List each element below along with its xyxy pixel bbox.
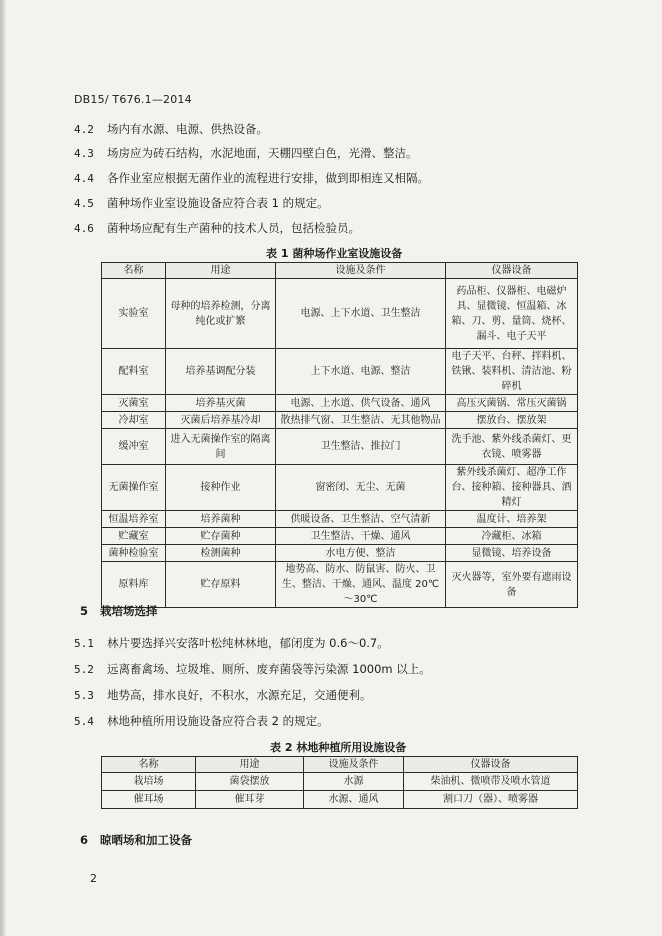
table1-header-facility: 设施及条件: [276, 263, 446, 279]
table-row: [102, 395, 578, 412]
table-cell-use: 培养基调配分装: [166, 349, 276, 395]
table-cell-use: 贮存原料: [166, 562, 276, 608]
scan-edge: [0, 0, 6, 936]
standard-code: DB15/ T676.1—2014: [74, 93, 192, 106]
table2-caption: 表 2 林地种植所用设施设备: [270, 741, 407, 754]
table-cell-facility: 水源、通风: [304, 791, 404, 809]
table-cell-equipment: 高压灭菌锅、常压灭菌锅: [446, 395, 578, 412]
table-cell-facility: 供暖设备、卫生整洁、空气清新: [276, 511, 446, 528]
clause-5-2: 5.2 远离畜禽场、垃圾堆、厕所、废弃菌袋等污染源 1000m 以上。: [74, 662, 431, 676]
table-cell-equipment: 药品柜、仪器柜、电磁炉具、显微镜、恒温箱、冰箱、刀、剪、量筒、烧杯、漏斗、电子天平: [446, 279, 578, 349]
table1-caption: 表 1 菌种场作业室设施设备: [266, 247, 403, 260]
table-cell-facility: 水源: [304, 773, 404, 791]
table1: [101, 262, 578, 608]
table-row: [102, 465, 578, 511]
table-row: [102, 791, 578, 809]
table-cell-equipment: 紫外线杀菌灯、超净工作台、接种箱、接种器具、酒精灯: [446, 465, 578, 511]
clause-4-4: 4.4 各作业室应根据无菌作业的流程进行安排，做到即相连又相隔。: [74, 171, 429, 185]
table-cell-facility: 上下水道、电源、整洁: [276, 349, 446, 395]
clause-4-3: 4.3 场房应为砖石结构，水泥地面，天棚四壁白色，光滑、整洁。: [74, 146, 418, 160]
table-cell-facility: 散热排气窗、卫生整洁、无其他物品: [276, 412, 446, 429]
table2-header-name: 名称: [102, 757, 196, 773]
table-row: [102, 412, 578, 429]
table-cell-use: 催耳芽: [196, 791, 304, 809]
table-row: [102, 511, 578, 528]
table-cell-equipment: 割口刀（器）、喷雾器: [404, 791, 578, 809]
table-cell-name: 菌种检验室: [102, 545, 166, 562]
table-cell-equipment: 温度计、培养架: [446, 511, 578, 528]
table-cell-equipment: 柴油机、微喷带及喷水管道: [404, 773, 578, 791]
table-cell-use: 菌袋摆放: [196, 773, 304, 791]
clause-4-2: 4.2 场内有水源、电源、供热设备。: [74, 122, 268, 136]
table-cell-facility: 电源、上下水道、卫生整洁: [276, 279, 446, 349]
table-cell-equipment: 电子天平、台秤、拌料机、铁锹、装料机、清洁池、粉碎机: [446, 349, 578, 395]
section-6-heading: 6 晾晒场和加工设备: [80, 833, 192, 847]
table-row: [102, 429, 578, 465]
table-cell-name: 缓冲室: [102, 429, 166, 465]
table-cell-name: 催耳场: [102, 791, 196, 809]
table1-header-use: 用途: [166, 263, 276, 279]
clause-4-5: 4.5 菌种场作业室设施设备应符合表 1 的规定。: [74, 196, 329, 210]
table-cell-use: 灭菌后培养基冷却: [166, 412, 276, 429]
table-row: [102, 545, 578, 562]
table-cell-equipment: 摆放台、摆放架: [446, 412, 578, 429]
table-cell-facility: 窗密闭、无尘、无菌: [276, 465, 446, 511]
clause-4-6: 4.6 菌种场应配有生产菌种的技术人员，包括检验员。: [74, 221, 360, 235]
table-cell-name: 灭菌室: [102, 395, 166, 412]
table-cell-name: 原料库: [102, 562, 166, 608]
table-cell-name: 实验室: [102, 279, 166, 349]
table-cell-use: 进入无菌操作室的隔离间: [166, 429, 276, 465]
table-cell-use: 贮存菌种: [166, 528, 276, 545]
table-cell-use: 检测菌种: [166, 545, 276, 562]
table-cell-name: 贮藏室: [102, 528, 166, 545]
table-row: [102, 528, 578, 545]
table2: [101, 756, 578, 809]
table2-header-use: 用途: [196, 757, 304, 773]
table-cell-name: 配料室: [102, 349, 166, 395]
table-cell-name: 无菌操作室: [102, 465, 166, 511]
table-cell-facility: 卫生整洁、干燥、通风: [276, 528, 446, 545]
table-row: [102, 562, 578, 608]
table2-header-row: [102, 757, 578, 773]
clause-5-1: 5.1 林片要选择兴安落叶松纯林林地，郁闭度为 0.6～0.7。: [74, 636, 389, 650]
table-cell-equipment: 洗手池、紫外线杀菌灯、更衣镜、喷雾器: [446, 429, 578, 465]
table1-header-equipment: 仪器设备: [446, 263, 578, 279]
table-cell-use: 母种的培养检测，分离纯化或扩繁: [166, 279, 276, 349]
table-cell-equipment: 灭火器等，室外要有遮雨设备: [446, 562, 578, 608]
table-cell-name: 栽培场: [102, 773, 196, 791]
table-row: [102, 279, 578, 349]
table-cell-facility: 电源、上水道、供气设备、通风: [276, 395, 446, 412]
table-cell-use: 培养菌种: [166, 511, 276, 528]
table-cell-equipment: 显微镜、培养设备: [446, 545, 578, 562]
table-cell-equipment: 冷藏柜、冰箱: [446, 528, 578, 545]
clause-5-4: 5.4 林地种植所用设施设备应符合表 2 的规定。: [74, 714, 329, 728]
table-cell-name: 恒温培养室: [102, 511, 166, 528]
section-5-heading: 5 栽培场选择: [80, 604, 158, 618]
table1-header-name: 名称: [102, 263, 166, 279]
table-cell-facility: 地势高、防水、防鼠害、防火、卫生、整洁、干燥、通风、温度 20℃～30℃: [276, 562, 446, 608]
table-row: [102, 773, 578, 791]
table-cell-use: 接种作业: [166, 465, 276, 511]
table-cell-facility: 卫生整洁、推拉门: [276, 429, 446, 465]
table1-header-row: [102, 263, 578, 279]
table2-header-equipment: 仪器设备: [404, 757, 578, 773]
table-cell-name: 冷却室: [102, 412, 166, 429]
page-number: 2: [90, 872, 97, 885]
table-cell-use: 培养基灭菌: [166, 395, 276, 412]
table-row: [102, 349, 578, 395]
clause-5-3: 5.3 地势高，排水良好，不积水，水源充足，交通便利。: [74, 688, 372, 702]
table2-header-facility: 设施及条件: [304, 757, 404, 773]
table-cell-facility: 水电方便、整洁: [276, 545, 446, 562]
